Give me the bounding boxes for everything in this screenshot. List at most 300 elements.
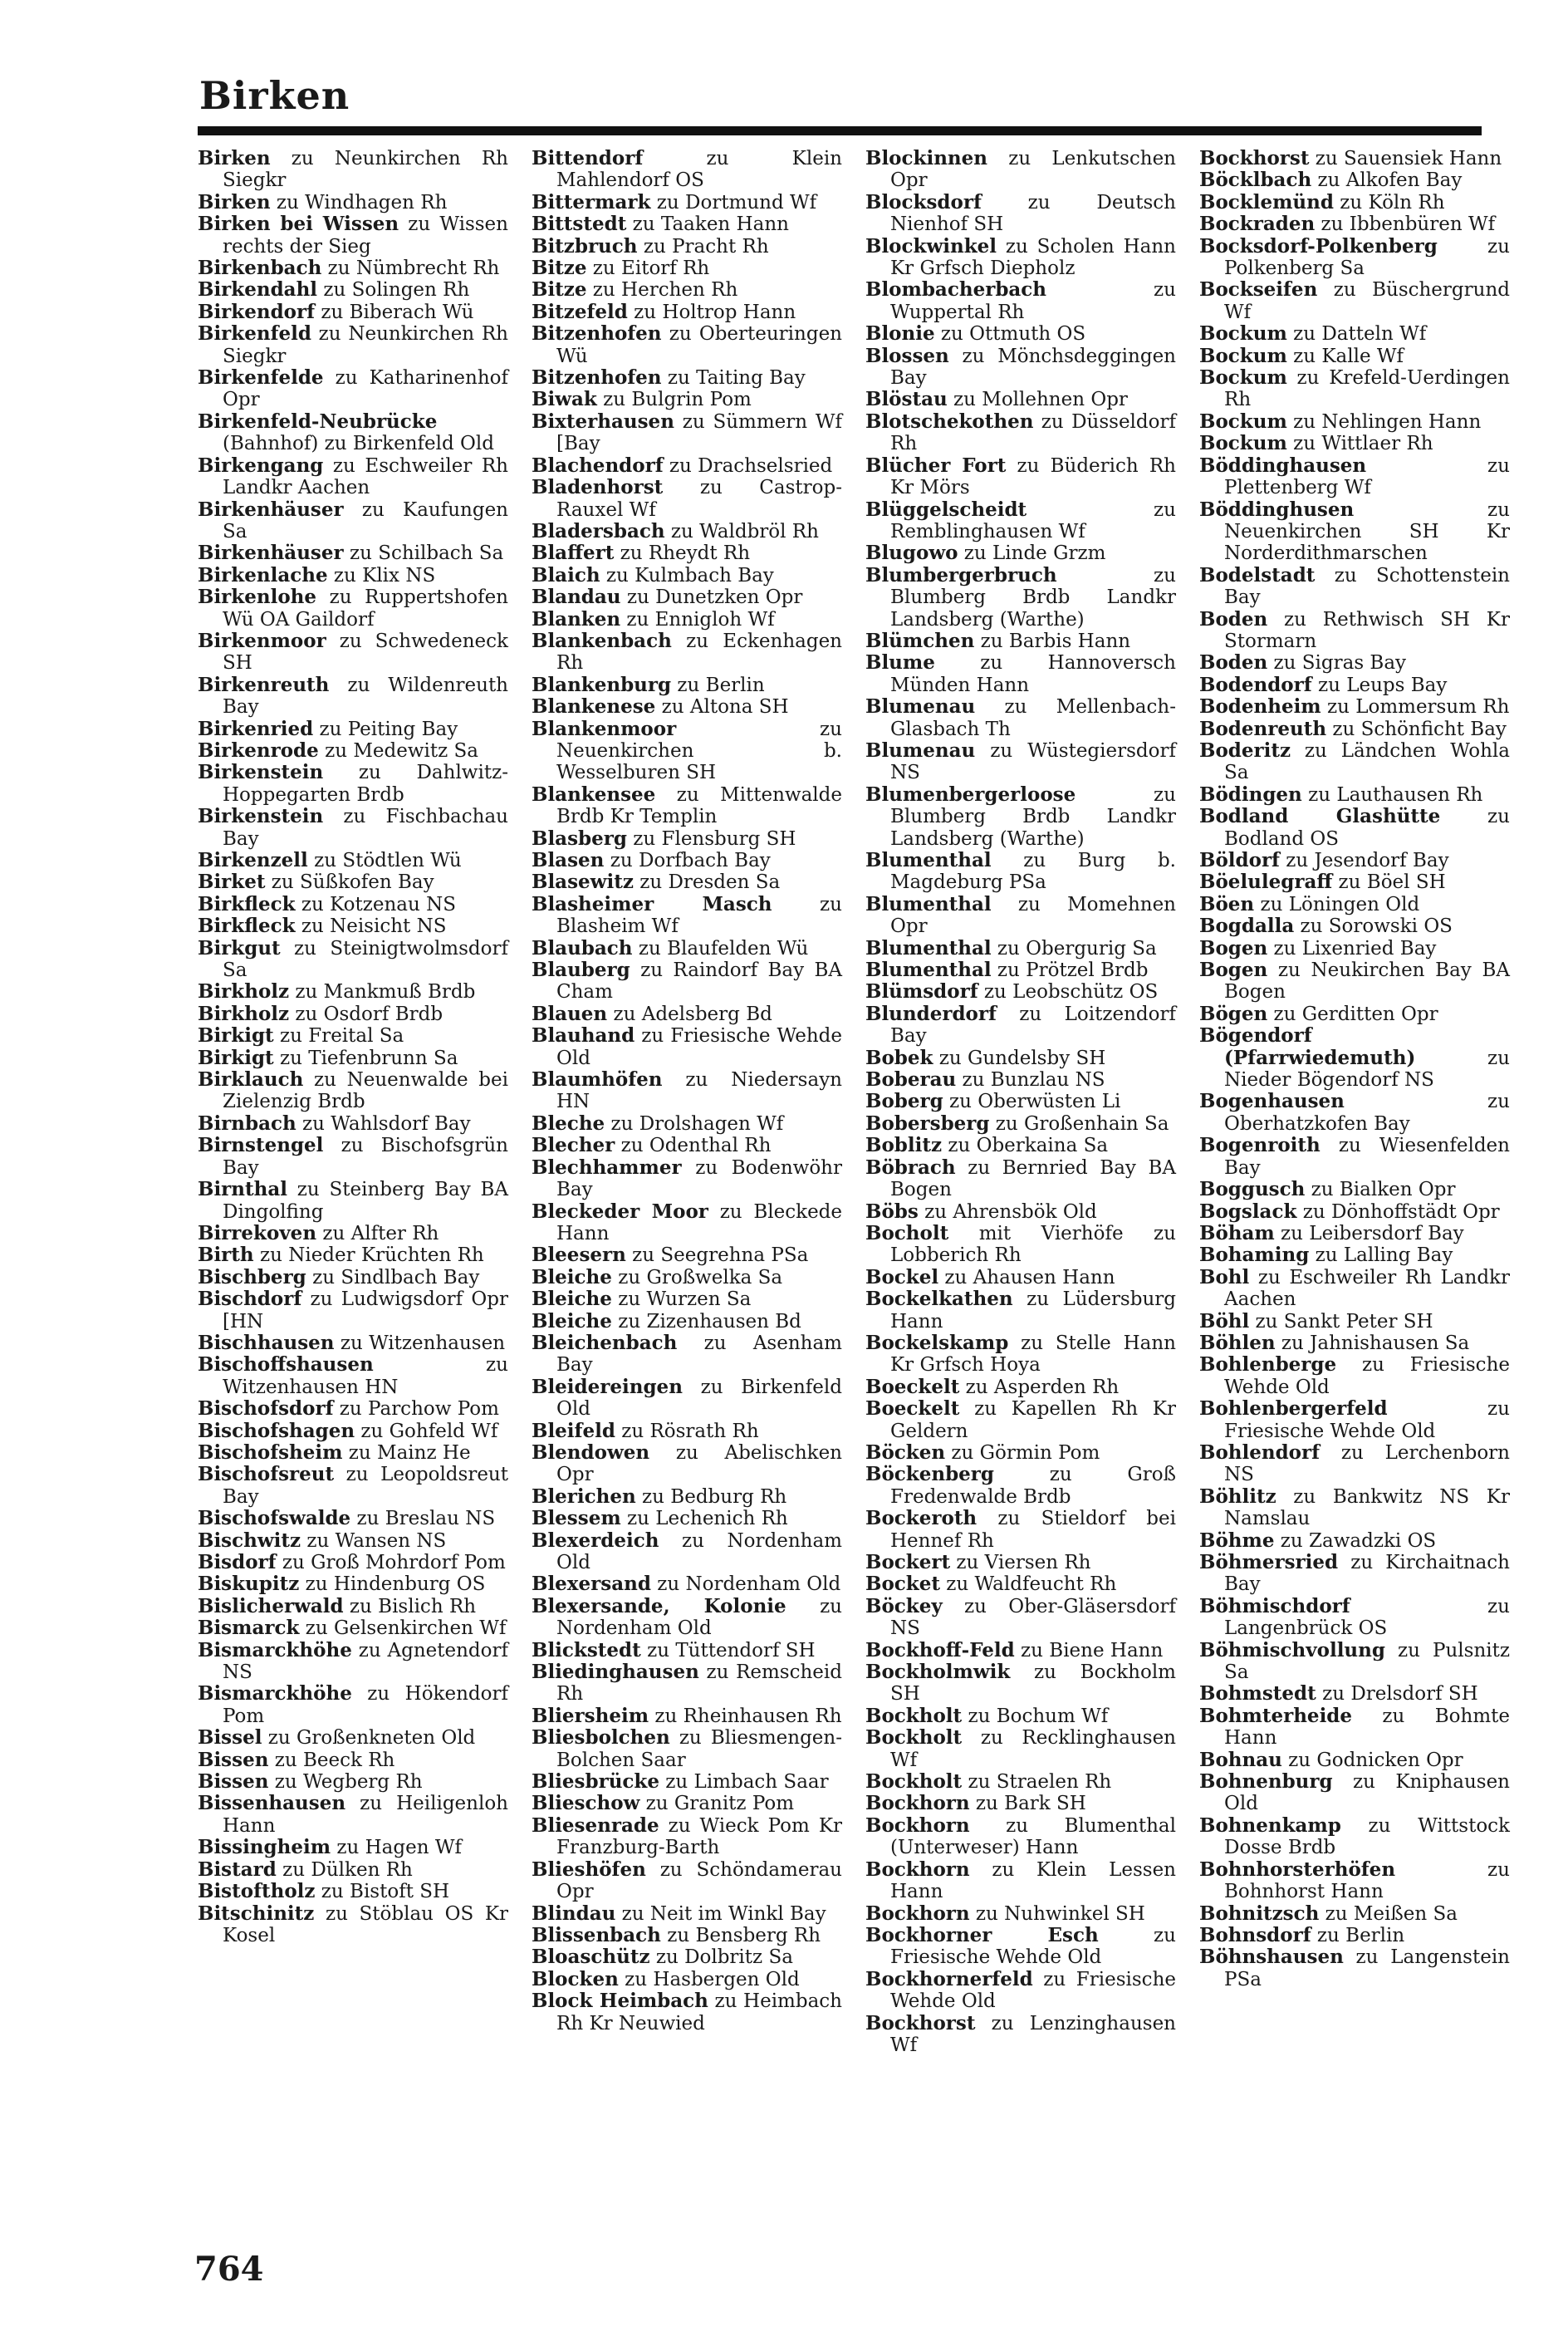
entry-headword: Bleichenbach: [532, 1331, 678, 1354]
gazetteer-entry: [865, 1004, 1176, 1048]
entry-headword: Biwak: [532, 388, 597, 411]
gazetteer-entry: [865, 1508, 1176, 1552]
entry-headword: Blumenthal: [865, 849, 992, 871]
entry-headword: Boggusch: [1199, 1178, 1306, 1201]
entry-headword: Blaich: [532, 563, 600, 586]
entry-headword: Blossen: [865, 344, 949, 367]
entry-headword: Birklauch: [198, 1068, 304, 1092]
entry-headword: Blankenburg: [532, 673, 672, 696]
entry-location: zu Leups Bay: [1311, 674, 1448, 696]
entry-headword: Blauberg: [532, 959, 630, 982]
entry-location: zu Bleckede Hann: [556, 1200, 843, 1244]
entry-location: zu Leobschütz OS: [978, 981, 1159, 1004]
gazetteer-entry: [532, 455, 842, 477]
gazetteer-entry: [532, 1157, 842, 1201]
page-number: 764: [194, 2250, 264, 2289]
gazetteer-entry: [198, 1903, 508, 1947]
gazetteer-entry: [198, 915, 508, 937]
gazetteer-entry: [532, 1201, 842, 1245]
gazetteer-entry: [532, 521, 842, 542]
entry-headword: Boeckelt: [865, 1375, 960, 1398]
entry-location: zu Kalle Wf: [1286, 345, 1404, 367]
entry-headword: Bliedinghausen: [532, 1661, 699, 1684]
entry-headword: Blücher Fort: [865, 454, 1007, 477]
entry-headword: Blumenau: [865, 739, 976, 762]
entry-headword: Birnbach: [198, 1112, 296, 1135]
entry-headword: Birkenstein: [198, 805, 324, 828]
entry-headword: Bocklemünd: [1199, 190, 1334, 213]
entry-location: zu Kaufungen Sa: [223, 498, 508, 542]
entry-location: zu Wieck Pom Kr Franzburg-Barth: [556, 1814, 842, 1859]
entry-headword: Böckenberg: [865, 1463, 994, 1486]
entry-location: zu Bankwitz NS Kr Namslau: [1224, 1485, 1510, 1530]
entry-headword: Bladenhorst: [532, 476, 664, 499]
entry-location: zu Odenthal Rh: [615, 1135, 772, 1157]
gazetteer-entry: [865, 1552, 1176, 1573]
gazetteer-entry: [1199, 1552, 1510, 1596]
gazetteer-entry: [198, 1267, 508, 1288]
entry-location: zu Taiting Bay: [661, 367, 806, 390]
entry-headword: Biskupitz: [198, 1573, 300, 1596]
entry-headword: Bockseifen: [1199, 278, 1318, 302]
entry-location: zu Adelsberg Bd: [607, 1003, 772, 1025]
entry-location: zu Heiligenloh Hann: [223, 1793, 508, 1837]
entry-headword: Blendowen: [532, 1440, 650, 1464]
entry-location: zu Scholen Hann Kr Grfsch Diepholz: [890, 235, 1176, 280]
entry-location: zu Görmin Pom: [945, 1441, 1100, 1464]
entry-headword: Bockhorn: [865, 1813, 970, 1837]
gazetteer-entry: [865, 1640, 1176, 1661]
entry-location: zu Castrop-Rauxel Wf: [556, 477, 842, 521]
entry-location: zu Drelsdorf SH: [1316, 1683, 1478, 1706]
gazetteer-entry: [532, 1377, 842, 1421]
entry-headword: Bismarckhöhe: [198, 1682, 352, 1706]
entry-location: zu Kotzenau NS: [295, 893, 456, 915]
gazetteer-entry: [532, 1267, 842, 1288]
entry-location: zu Kirchaitnach Bay: [1224, 1552, 1510, 1596]
entry-headword: Birkigt: [198, 1024, 274, 1048]
entry-headword: Birkengang: [198, 454, 324, 477]
entry-location: zu Beeck Rh: [268, 1749, 395, 1771]
entry-location: zu Bodland OS: [1224, 806, 1510, 850]
entry-headword: Bissel: [198, 1726, 262, 1750]
entry-headword: Birkenfeld-Neubrücke: [198, 410, 438, 433]
entry-headword: Böhl: [1199, 1309, 1250, 1333]
gazetteer-entry: [1199, 609, 1510, 653]
entry-location: zu Remscheid Rh: [556, 1661, 842, 1706]
entry-headword: Bodland Glashütte: [1199, 805, 1441, 828]
gazetteer-entry: [198, 1048, 508, 1069]
gazetteer-entry: [198, 565, 508, 586]
gazetteer-entry: [198, 367, 508, 411]
entry-location: zu Lenzinghausen Wf: [890, 2012, 1176, 2056]
entry-headword: Blüggelscheidt: [865, 498, 1027, 521]
entry-location: zu Wittlaer Rh: [1286, 433, 1433, 455]
entry-headword: Bittstedt: [532, 213, 627, 236]
gazetteer-entry: [532, 719, 842, 784]
entry-location: zu Sindlbach Bay: [306, 1266, 480, 1288]
entry-headword: Birkenreuth: [198, 673, 330, 696]
entry-location: zu Jesendorf Bay: [1279, 850, 1449, 871]
gazetteer-entry: [532, 1640, 842, 1661]
gazetteer-entry: [532, 565, 842, 586]
entry-headword: Bohnitzsch: [1199, 1902, 1320, 1925]
gazetteer-entry: [1199, 806, 1510, 850]
entry-headword: Blocksdorf: [865, 190, 982, 213]
gazetteer-entry: [198, 1859, 508, 1881]
entry-location: zu Bockholm SH: [890, 1661, 1176, 1706]
entry-location: zu Sankt Peter SH: [1249, 1310, 1433, 1333]
gazetteer-entry: [198, 631, 508, 675]
entry-location: zu Lauthausen Rh: [1301, 783, 1483, 806]
entry-location: zu Neunkirchen Rh Siegkr: [223, 323, 508, 367]
entry-headword: Bocket: [865, 1573, 940, 1596]
gazetteer-entry: [532, 213, 842, 235]
entry-headword: Blunderdorf: [865, 1002, 997, 1025]
entry-headword: Birkenrode: [198, 739, 319, 762]
gazetteer-entry: [532, 1004, 842, 1025]
entry-location: zu Wittstock Dosse Brdb: [1224, 1814, 1510, 1859]
entry-headword: Blocken: [532, 1967, 619, 1990]
entry-location: zu Sauensiek Hann: [1309, 148, 1502, 169]
entry-headword: Bittendorf: [532, 147, 644, 169]
entry-location: zu Burg b. Magdeburg PSa: [890, 850, 1176, 894]
entry-location: zu Süßkofen Bay: [265, 871, 434, 894]
entry-location: zu Blumberg Brdb Landkr Landsberg (Warthe): [890, 564, 1176, 631]
entry-headword: Boberau: [865, 1068, 957, 1092]
entry-headword: Blexerdeich: [532, 1529, 659, 1552]
entry-location: zu Eitorf Rh: [586, 258, 710, 280]
entry-location: zu Nieder Bögendorf NS: [1224, 1047, 1510, 1092]
gazetteer-entry: [1199, 213, 1510, 235]
entry-headword: Birken: [198, 147, 271, 169]
entry-location: zu Steinberg Bay BA Dingolfing: [223, 1179, 508, 1223]
entry-headword: Birnstengel: [198, 1134, 324, 1157]
gazetteer-entry: [198, 192, 508, 213]
entry-headword: Birkfleck: [198, 892, 296, 915]
entry-location: zu Büschergrund Wf: [1224, 279, 1510, 323]
entry-location: zu Sigras Bay: [1267, 652, 1407, 675]
gazetteer-entry: [532, 279, 842, 301]
entry-headword: Birkholz: [198, 1002, 290, 1025]
entry-headword: Bohlenberge: [1199, 1353, 1337, 1377]
gazetteer-entry: [198, 1881, 508, 1902]
gazetteer-entry: [865, 411, 1176, 455]
gazetteer-entry: [1199, 1815, 1510, 1859]
gazetteer-entry: [532, 148, 842, 192]
entry-headword: Böelulegraff: [1199, 871, 1333, 894]
gazetteer-entry: [865, 2013, 1176, 2057]
gazetteer-entry: [865, 499, 1176, 543]
gazetteer-entry: [532, 1903, 842, 1925]
gazetteer-entry: [865, 1377, 1176, 1398]
gazetteer-entry: [198, 1596, 508, 1617]
entry-location: zu Bohmte Hann: [1224, 1705, 1510, 1750]
gazetteer-entry: [865, 1069, 1176, 1091]
entry-headword: Blissenbach: [532, 1923, 661, 1946]
entry-headword: Bohlenbergerfeld: [1199, 1397, 1388, 1421]
entry-headword: Blöstau: [865, 388, 948, 411]
entry-location: zu Rheydt Rh: [614, 542, 751, 565]
gazetteer-entry: [1199, 719, 1510, 740]
gazetteer-entry: [1199, 455, 1510, 499]
entry-headword: Bockum: [1199, 410, 1287, 433]
column-1: [198, 148, 508, 1946]
entry-location: zu Böel SH: [1332, 871, 1446, 894]
gazetteer-entry: [532, 938, 842, 960]
entry-headword: Böcklbach: [1199, 169, 1312, 192]
entry-location: zu Bistoft SH: [315, 1881, 450, 1903]
gazetteer-entry: [1199, 675, 1510, 696]
entry-location: zu Biberach Wü: [315, 301, 474, 323]
entry-headword: Bögendorf (Pfarrwiedemuth): [1199, 1024, 1416, 1069]
entry-location: zu Schönficht Bay: [1326, 718, 1507, 740]
entry-location: zu Herchen Rh: [586, 279, 738, 302]
gazetteer-entry: [1199, 279, 1510, 323]
entry-location: zu Waldfeucht Rh: [939, 1573, 1117, 1596]
gazetteer-entry: [865, 1113, 1176, 1135]
entry-headword: Böddinghusen: [1199, 498, 1355, 521]
entry-location: zu Fischbachau Bay: [223, 806, 508, 850]
entry-headword: Bleiche: [532, 1288, 612, 1311]
entry-headword: Bockhorner Esch: [865, 1923, 1099, 1946]
column-3: [865, 148, 1176, 2056]
gazetteer-entry: [198, 981, 508, 1003]
gazetteer-entry: [865, 1925, 1176, 1969]
entry-location: zu Recklinghausen Wf: [890, 1727, 1176, 1771]
gazetteer-entry: [198, 740, 508, 762]
entry-location: zu Seegrehna PSa: [625, 1244, 809, 1267]
gazetteer-entry: [532, 960, 842, 1004]
gazetteer-entry: [198, 1354, 508, 1398]
entry-location: zu Wurzen Sa: [611, 1288, 752, 1311]
gazetteer-entry: [532, 1244, 842, 1266]
gazetteer-entry: [198, 1069, 508, 1113]
gazetteer-entry: [1199, 1683, 1510, 1705]
gazetteer-entry: [865, 389, 1176, 410]
entry-headword: Birkenzell: [198, 849, 308, 871]
entry-location: zu Klein Mahlendorf OS: [556, 148, 842, 192]
entry-headword: Bockel: [865, 1265, 939, 1288]
gazetteer-entry: [865, 1859, 1176, 1903]
gazetteer-entry: [198, 213, 508, 258]
gazetteer-entry: [1199, 236, 1510, 280]
gazetteer-entry: [865, 1903, 1176, 1925]
entry-location: zu Barbis Hann: [974, 630, 1131, 652]
gazetteer-entry: [865, 1793, 1176, 1814]
entry-location: zu Drachselsried: [663, 454, 833, 477]
entry-location: zu Rösrath Rh: [615, 1420, 759, 1442]
gazetteer-entry: [865, 346, 1176, 390]
gazetteer-entry: [532, 784, 842, 828]
entry-headword: Blieschow: [532, 1792, 640, 1815]
entry-location: zu Nordenham Old: [650, 1573, 841, 1596]
entry-location: zu Prötzel Brdb: [991, 960, 1149, 982]
entry-location: zu Peiting Bay: [313, 718, 458, 740]
entry-location: zu Stöblau OS Kr Kosel: [223, 1902, 508, 1946]
entry-location: zu Mollehnen Opr: [947, 389, 1128, 411]
entry-headword: Böldorf: [1199, 849, 1280, 871]
entry-location: zu Köln Rh: [1333, 191, 1445, 213]
gazetteer-entry: [532, 1530, 842, 1574]
entry-headword: Birnthal: [198, 1178, 288, 1201]
gazetteer-entry: [532, 871, 842, 893]
entry-location: zu Alfter Rh: [316, 1222, 439, 1244]
entry-headword: Bockhorn: [865, 1792, 970, 1815]
entry-location: zu Dahlwitz-Hoppegarten Brdb: [223, 762, 508, 806]
entry-location: zu Wuppertal Rh: [890, 279, 1176, 323]
gazetteer-entry: [865, 1398, 1176, 1442]
gazetteer-entry: [1199, 192, 1510, 213]
entry-location: zu Schwedeneck SH: [223, 630, 508, 675]
entry-location: zu Lechenich Rh: [620, 1508, 788, 1530]
entry-location: zu Nordenham Old: [556, 1595, 842, 1640]
gazetteer-entry: [532, 1815, 842, 1859]
gazetteer-entry: [1199, 1004, 1510, 1025]
entry-location: zu Heimbach Rh Kr Neuwied: [556, 1990, 842, 2034]
entry-location: zu Wissen rechts der Sieg: [223, 213, 508, 258]
gazetteer-entry: [865, 1267, 1176, 1288]
entry-headword: Blankenbach: [532, 629, 672, 652]
gazetteer-entry: [198, 1508, 508, 1529]
entry-headword: Bistoftholz: [198, 1880, 316, 1903]
entry-headword: Bisdorf: [198, 1551, 277, 1573]
entry-location: zu Holtrop Hann: [627, 301, 796, 323]
entry-headword: Bockum: [1199, 322, 1287, 346]
entry-headword: Bockelskamp: [865, 1331, 1009, 1354]
entry-headword: Bohmstedt: [1199, 1682, 1316, 1706]
gazetteer-entry: [865, 1135, 1176, 1156]
entry-headword: Bockum: [1199, 366, 1287, 390]
entry-headword: Bischofsreut: [198, 1463, 335, 1486]
entry-headword: Böbrach: [865, 1156, 956, 1179]
entry-headword: Birkenmoor: [198, 629, 326, 652]
gazetteer-entry: [532, 192, 842, 213]
entry-headword: Blümsdorf: [865, 980, 978, 1004]
entry-headword: Bitzenhofen: [532, 366, 662, 390]
entry-headword: Bischofshagen: [198, 1419, 355, 1442]
gazetteer-entry: [532, 542, 842, 564]
entry-headword: Bockelkathen: [865, 1288, 1013, 1311]
entry-location: zu Lerchenborn NS: [1224, 1441, 1510, 1486]
entry-headword: Blieshöfen: [532, 1858, 646, 1881]
gazetteer-entry: [865, 1706, 1176, 1727]
entry-location: zu Klein Lessen Hann: [890, 1858, 1176, 1903]
entry-location: zu Bialken Opr: [1305, 1179, 1456, 1201]
entry-location: zu Hagen Wf: [331, 1837, 462, 1859]
entry-headword: Blume: [865, 651, 935, 675]
gazetteer-entry: [1199, 871, 1510, 893]
entry-location: zu Ober-Gläsersdorf NS: [890, 1595, 1176, 1640]
entry-location: zu Straelen Rh: [962, 1771, 1112, 1794]
entry-location: zu Dolbritz Sa: [649, 1946, 793, 1969]
entry-location: zu Viersen Rh: [950, 1552, 1091, 1573]
entry-location: zu Oberwüsten Li: [943, 1091, 1121, 1113]
entry-location: zu Abelischken Opr: [556, 1441, 842, 1486]
gazetteer-entry: [1199, 1706, 1510, 1750]
entry-location: zu Limbach Saar: [659, 1771, 829, 1794]
entry-location: zu Dorfbach Bay: [604, 850, 771, 871]
entry-headword: Birkenfeld: [198, 322, 311, 346]
entry-headword: Bogdalla: [1199, 915, 1295, 938]
gazetteer-entry: [198, 1442, 508, 1464]
entry-headword: Blessem: [532, 1507, 621, 1530]
entry-location: zu Ennigloh Wf: [620, 608, 775, 631]
entry-location: zu Niedersayn HN: [556, 1069, 842, 1113]
gazetteer-entry: [198, 1113, 508, 1135]
entry-location: zu Ländchen Wohla Sa: [1224, 739, 1510, 784]
gazetteer-entry: [1199, 1486, 1510, 1530]
entry-location: zu Lenkutschen Opr: [890, 148, 1176, 192]
entry-headword: Bogenroith: [1199, 1134, 1321, 1157]
gazetteer-entry: [1199, 323, 1510, 345]
gazetteer-entry: [865, 938, 1176, 960]
entry-location: zu Nuhwinkel SH: [969, 1902, 1145, 1925]
gazetteer-entry: [865, 631, 1176, 652]
entry-headword: Bohnhorsterhöfen: [1199, 1858, 1396, 1881]
entry-headword: Bittermark: [532, 190, 651, 213]
entry-headword: Blockinnen: [865, 147, 987, 169]
gazetteer-entry: [532, 258, 842, 279]
entry-location: zu Neuenwalde bei Zielenzig Brdb: [223, 1069, 508, 1113]
gazetteer-entry: [865, 1573, 1176, 1595]
gazetteer-entry: [532, 1793, 842, 1814]
gazetteer-entry: [198, 1573, 508, 1595]
entry-location: zu Stieldorf bei Hennef Rh: [890, 1508, 1176, 1552]
entry-headword: Bockhorn: [865, 1902, 970, 1925]
gazetteer-entry: [865, 565, 1176, 631]
entry-location: zu Mainz He: [342, 1441, 471, 1464]
entry-location: zu Oberteuringen Wü: [556, 323, 842, 367]
entry-headword: Bleche: [532, 1112, 605, 1135]
entry-location: zu Nieder Krüchten Rh: [253, 1244, 484, 1267]
entry-location: zu Hindenburg OS: [299, 1573, 486, 1596]
gazetteer-entry: [198, 850, 508, 871]
gazetteer-entry: [1199, 1244, 1510, 1266]
entry-headword: Blumenau: [865, 695, 976, 719]
gazetteer-entry: [1199, 367, 1510, 411]
entry-location: zu Godnicken Opr: [1281, 1749, 1463, 1771]
entry-location: zu Deutsch Nienhof SH: [890, 191, 1176, 236]
entry-headword: Bockhorst: [865, 2011, 976, 2034]
gazetteer-entry: [198, 1727, 508, 1749]
gazetteer-entry: [865, 894, 1176, 938]
column-2: [532, 148, 842, 2034]
gazetteer-entry: [865, 1661, 1176, 1706]
entry-location: zu Stelle Hann Kr Grfsch Hoya: [890, 1332, 1176, 1377]
gazetteer-entry: [198, 762, 508, 806]
entry-headword: Boberg: [865, 1090, 943, 1113]
entry-location: zu Dortmund Wf: [650, 191, 817, 213]
entry-location: zu Dunetzken Opr: [620, 586, 803, 609]
entry-location: zu Langenstein PSa: [1224, 1946, 1510, 1990]
gazetteer-entry: [532, 302, 842, 323]
gazetteer-entry: [532, 1661, 842, 1706]
entry-location: zu Witzenhausen: [334, 1332, 506, 1354]
gazetteer-entry: [198, 1552, 508, 1573]
entry-location: zu Eschweiler Rh Landkr Aachen: [223, 454, 508, 499]
entry-location: zu Remblinghausen Wf: [890, 498, 1176, 542]
entry-headword: Bohaming: [1199, 1244, 1310, 1267]
entry-headword: Birkenfelde: [198, 366, 324, 390]
entry-location: zu Bark SH: [969, 1793, 1086, 1815]
gazetteer-entry: [865, 1464, 1176, 1508]
gazetteer-entry: [1199, 169, 1510, 191]
gazetteer-entry: [532, 696, 842, 718]
entry-headword: Bödingen: [1199, 783, 1302, 806]
gazetteer-entry: [1199, 1091, 1510, 1135]
gazetteer-entry: [532, 1859, 842, 1903]
